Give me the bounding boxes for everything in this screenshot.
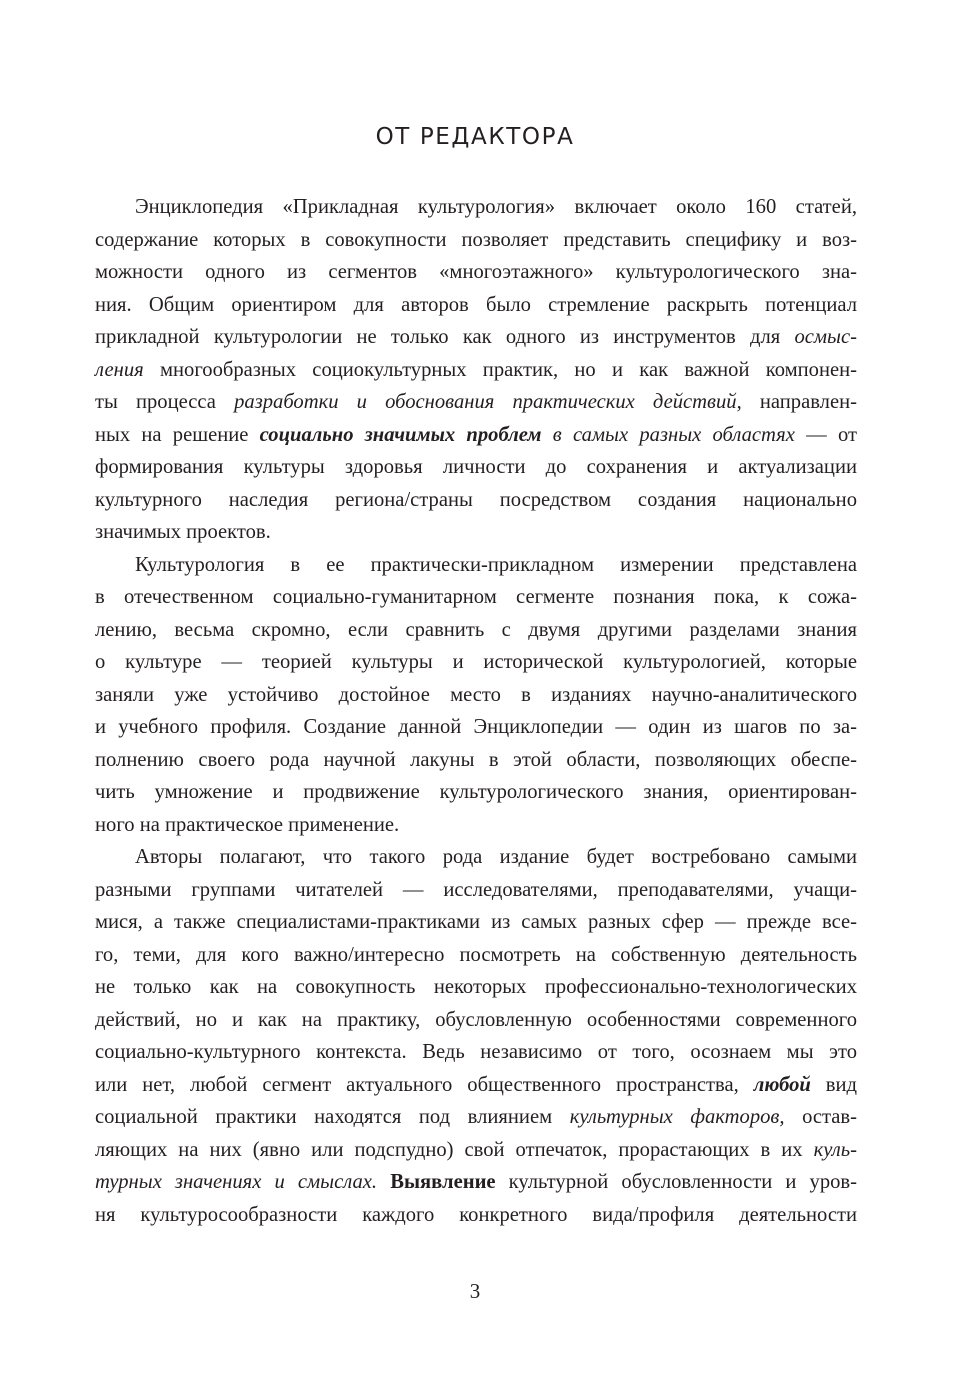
text-run: прикладной культурологии не только как одного из инструментов для: [95, 326, 795, 348]
text-run: ты процесса: [95, 391, 235, 413]
text-line: [95, 289, 857, 322]
italic-text: куль-: [813, 1138, 857, 1161]
text-run: значимых проектов.: [95, 521, 271, 543]
text-run: [542, 424, 553, 446]
text-run: ляющих на них (явно или подспудно) свой отпечаток, прорастающих в их: [95, 1138, 814, 1161]
text-line: [95, 841, 857, 874]
italic-text: ления: [95, 358, 144, 381]
text-run: ных на решение: [95, 423, 260, 446]
text-line: [95, 1199, 857, 1232]
text-line: [95, 971, 857, 1004]
text-run: , направлен-: [736, 391, 857, 413]
text-line: [95, 809, 857, 842]
text-run: о культуре — теорией культуры и исторической культурологией, которые: [95, 651, 857, 673]
text-run: го, теми, для кого важно/интересно посмотреть на собственную деятельность: [95, 943, 857, 966]
italic-text: культурных факторов,: [569, 1106, 785, 1128]
text-line: [95, 711, 857, 744]
text-run: или нет, любой сегмент актуального общественного пространства,: [95, 1073, 754, 1096]
text-run: мися, а также специалистами-практиками из самых разных сфер — прежде все-: [95, 911, 857, 933]
text-run: полнению своего рода научной лакуны в этой области, позволяющих обеспе-: [95, 748, 857, 771]
text-run: и учебного профиля. Создание данной Энциклопедии — один из шагов по за-: [95, 716, 857, 738]
text-line: [95, 1134, 857, 1167]
text-run: действий, но и как на практику, обусловленную особенностями современного: [95, 1008, 857, 1031]
text-run: ня культуросообразности каждого конкретного вида/профиля деятельности: [95, 1203, 857, 1226]
text-run: социальной практики находятся под влиянием: [95, 1106, 570, 1128]
text-line: [95, 419, 857, 452]
text-run: можности одного из сегментов «многоэтажного» культурологического зна-: [95, 261, 857, 283]
text-line: [95, 1036, 857, 1069]
text-line: [95, 321, 857, 354]
text-line: [95, 939, 857, 972]
bold-text: Выявление: [390, 1171, 496, 1193]
text-run: формирования культуры здоровья личности до сохранения и актуализации: [95, 456, 857, 478]
text-line: [95, 386, 857, 419]
text-line: [95, 776, 857, 809]
text-run: в отечественном социально-гуманитарном сегменте познания пока, к сожа-: [95, 586, 857, 608]
text-line: [95, 516, 857, 549]
italic-text: осмыс-: [794, 326, 857, 348]
text-line: [95, 744, 857, 777]
text-line: [95, 581, 857, 614]
text-run: многообразных социокультурных практик, но и как важной компонен-: [143, 358, 857, 381]
bold-italic-text: социально значимых проблем: [259, 423, 542, 446]
text-run: вид: [810, 1073, 857, 1096]
text-run: лению, весьма скромно, если сравнить с двумя другими разделами знания: [95, 618, 857, 641]
text-line: [95, 224, 857, 257]
text-run: социально-культурного контекста. Ведь независимо от того, осознаем мы это: [95, 1041, 857, 1063]
text-run: разными группами читателей — исследователями, преподавателями, учащи-: [95, 878, 857, 901]
text-line: [95, 354, 857, 387]
text-line: [95, 256, 857, 289]
text-line: [95, 549, 857, 582]
text-line: [95, 451, 857, 484]
text-line: [95, 1101, 857, 1134]
text-run: культурного наследия региона/страны посредством создания национально: [95, 488, 857, 511]
page-number: 3: [469, 1279, 481, 1303]
text-line: [95, 614, 857, 647]
text-run: Культурология в ее практически-прикладном измерении представлена: [135, 553, 857, 576]
bold-italic-text: любой: [753, 1073, 811, 1096]
text-run: ния. Общим ориентиром для авторов было стремление раскрыть потенциал: [95, 293, 857, 316]
text-run: Авторы полагают, что такого рода издание будет востребовано самыми: [135, 846, 857, 868]
body-text: [95, 191, 857, 1231]
text-line: [95, 646, 857, 679]
italic-text: разработки и обоснования практических действий: [234, 391, 737, 413]
text-run: остав-: [784, 1106, 857, 1128]
text-run: [377, 1171, 390, 1193]
page-title: ОТ РЕДАКТОРА: [375, 124, 575, 150]
text-line: [95, 679, 857, 712]
italic-text: в самых разных областях: [552, 423, 795, 446]
text-run: чить умножение и продвижение культурологического знания, ориентирован-: [95, 781, 857, 803]
text-run: заняли уже устойчиво достойное место в изданиях научно-аналитического: [95, 683, 857, 706]
text-run: содержание которых в совокупности позволяет представить специфику и воз-: [95, 228, 857, 251]
text-run: не только как на совокупность некоторых профессионально-технологических: [95, 976, 857, 998]
italic-text: турных значениях и смыслах.: [95, 1171, 378, 1193]
text-run: культурной обусловленности и уров-: [495, 1171, 858, 1193]
text-run: — от: [794, 423, 858, 446]
text-run: ного на практическое применение.: [95, 813, 400, 836]
text-line: [95, 1004, 857, 1037]
text-line: [95, 1069, 857, 1102]
text-line: [95, 906, 857, 939]
text-line: [95, 484, 857, 517]
text-line: [95, 1166, 857, 1199]
text-line: [95, 191, 857, 224]
text-line: [95, 874, 857, 907]
text-run: Энциклопедия «Прикладная культурология» включает около 160 статей,: [135, 196, 857, 218]
